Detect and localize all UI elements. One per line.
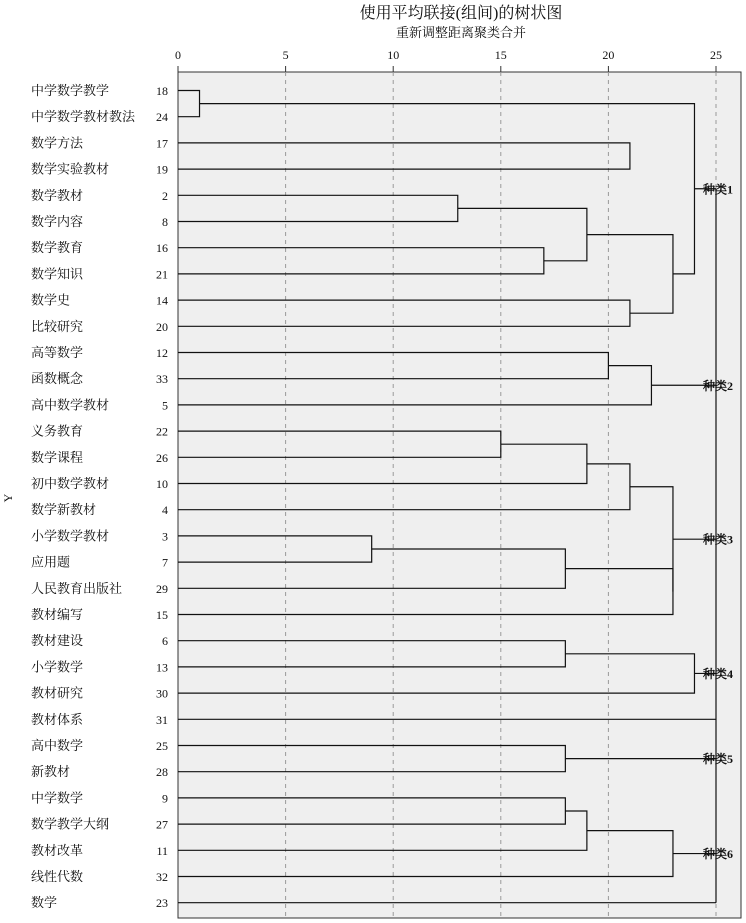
leaf-label-19: 数学实验教材: [31, 161, 110, 177]
x-tick-label-0: 0: [175, 48, 181, 62]
leaf-label-9: 中学数学: [31, 790, 84, 806]
cluster-label-3: 种类3: [703, 532, 734, 547]
leaf-label-22: 义务教育: [31, 423, 84, 439]
leaf-labels: [31, 83, 168, 910]
cluster-label-1: 种类1: [703, 182, 734, 197]
leaf-label-17: 数学方法: [31, 135, 84, 151]
leaf-number-14: 14: [156, 293, 168, 308]
leaf-number-13: 13: [156, 660, 168, 675]
leaf-label-13: 小学数学: [31, 659, 84, 675]
leaf-number-23: 23: [156, 896, 168, 911]
leaf-label-7: 应用题: [31, 554, 71, 570]
leaf-label-29: 人民教育出版社: [31, 580, 123, 596]
leaf-number-12: 12: [156, 346, 168, 360]
leaf-label-23: 数学: [31, 895, 58, 911]
leaf-label-30: 教材研究: [31, 685, 84, 701]
chart-title: 使用平均联接(组间)的树状图: [359, 5, 563, 22]
leaf-label-6: 教材建设: [31, 633, 84, 649]
x-tick-label-10: 10: [387, 48, 400, 62]
leaf-label-32: 线性代数: [31, 869, 84, 884]
leaf-label-16: 数学教育: [31, 240, 84, 256]
leaf-number-28: 28: [156, 765, 168, 780]
cluster-label-5: 种类5: [703, 752, 734, 767]
leaf-label-8: 数学内容: [31, 214, 84, 229]
plot-area: [178, 72, 741, 918]
leaf-number-16: 16: [156, 241, 168, 256]
leaf-label-5: 高中数学教材: [31, 397, 110, 413]
leaf-label-27: 数学教学大纲: [31, 816, 110, 832]
leaf-label-4: 数学新教材: [31, 502, 97, 518]
leaf-number-6: 6: [162, 634, 168, 649]
leaf-label-20: 比较研究: [31, 318, 84, 334]
leaf-number-20: 20: [156, 319, 168, 334]
x-tick-label-5: 5: [282, 48, 289, 62]
leaf-label-25: 高中数学: [31, 738, 84, 753]
leaf-label-10: 初中数学教材: [31, 476, 110, 491]
leaf-number-3: 3: [162, 529, 168, 544]
leaf-number-32: 32: [156, 870, 168, 884]
leaf-label-24: 中学数学教材教法: [31, 109, 136, 125]
leaf-label-3: 小学数学教材: [31, 528, 110, 544]
leaf-number-26: 26: [156, 450, 168, 465]
leaf-label-26: 数学课程: [31, 449, 84, 465]
leaf-number-15: 15: [156, 608, 168, 622]
leaf-number-9: 9: [162, 791, 168, 806]
leaf-number-17: 17: [156, 136, 168, 151]
chart-subtitle: 重新调整距离聚类合并: [395, 25, 527, 40]
leaf-number-33: 33: [156, 372, 168, 387]
leaf-label-14: 数学史: [31, 292, 71, 308]
x-tick-label-15: 15: [494, 48, 507, 62]
leaf-label-11: 教材改革: [31, 842, 84, 858]
leaf-number-11: 11: [156, 843, 168, 858]
leaf-label-28: 新教材: [31, 764, 71, 780]
leaf-number-21: 21: [156, 267, 168, 282]
leaf-number-24: 24: [156, 110, 168, 125]
leaf-label-12: 高等数学: [31, 345, 84, 360]
x-tick-label-20: 20: [602, 48, 615, 62]
leaf-number-18: 18: [156, 84, 168, 98]
leaf-number-8: 8: [162, 215, 168, 229]
leaf-number-5: 5: [162, 398, 168, 413]
leaf-label-31: 教材体系: [31, 711, 84, 727]
leaf-number-25: 25: [156, 739, 168, 753]
leaf-number-2: 2: [162, 188, 168, 203]
x-axis-ticks: [175, 48, 722, 72]
leaf-label-18: 中学数学教学: [31, 83, 110, 98]
cluster-label-6: 种类6: [703, 847, 734, 862]
y-axis-label: Y: [1, 493, 15, 503]
leaf-label-2: 数学教材: [31, 187, 84, 203]
cluster-label-2: 种类2: [703, 378, 734, 393]
leaf-number-22: 22: [156, 424, 168, 439]
leaf-number-30: 30: [156, 686, 168, 701]
leaf-number-4: 4: [162, 503, 168, 518]
x-tick-label-25: 25: [710, 48, 722, 62]
leaf-number-19: 19: [156, 162, 168, 177]
leaf-number-27: 27: [156, 817, 168, 832]
leaf-number-31: 31: [156, 712, 168, 727]
cluster-label-4: 种类4: [703, 666, 734, 681]
leaf-number-29: 29: [156, 581, 168, 596]
leaf-label-33: 函数概念: [31, 371, 84, 387]
leaf-label-15: 教材编写: [31, 607, 84, 622]
leaf-number-7: 7: [162, 555, 168, 570]
leaf-number-10: 10: [156, 477, 168, 491]
leaf-label-21: 数学知识: [31, 266, 84, 282]
